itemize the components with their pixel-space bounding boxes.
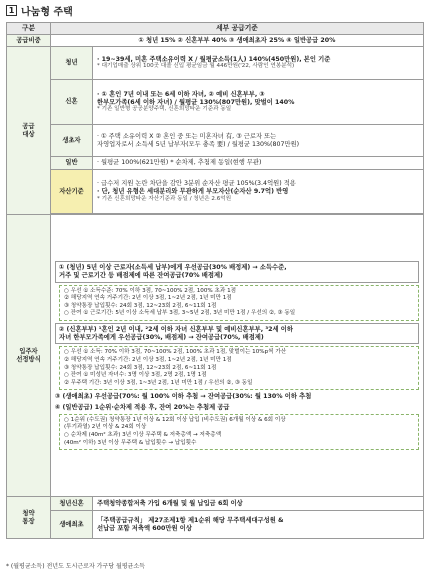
section-title: 나눔형 주택: [21, 7, 73, 18]
selection-method-content: [51, 215, 424, 497]
header-criteria: 세부 공급기준: [51, 23, 424, 35]
general-selection-details: ○ 1순위 (수도권) 청약통장 1년 이상 & 12회 이상 납입 (비수도권) 6개월 이상 & 6회 이상 (투기과열) 2년 이상 & 24회 이상 ○ 순차제 (40m² 초과) 3년 이상 무주택 & 저축총액 → 저축총액 (40m² 이하) 3년 이상 무주택 & 납입횟수 → 납입횟수: [59, 414, 419, 450]
subscription-account-label: 청약 통장: [7, 497, 51, 539]
first-time-label: 생초자: [51, 125, 93, 157]
newlywed-selection-box: ② (신혼부부) ¹혼인 2년 이내, ²2세 이하 자녀 신혼부부 및 예비신혼부부, ³2세 이하 자녀 한부모가족에게 우선공급(30%, 배점제) → 잔여공급(70%, 배점제): [55, 323, 419, 345]
youth-selection-box: ① (청년) 5년 이상 근로자(소득세 납부)에게 우선공급(30% 배정제) → 소득수준, 거주 및 근로기간 등 배점제에 따른 잔여공급(70% 배점제): [55, 261, 419, 283]
supply-ratio-text: ① 청년 15% ② 신혼부부 40% ③ 생애최초자 25% ④ 일반공급 20%: [51, 35, 424, 47]
supply-ratio-label: 공급비중: [7, 35, 51, 47]
asset-criteria: · 급수저 지원 논란 차단을 감안 3분위 순자산 평균 105%(3.4억원) 적용 · 단, 청년 유형은 세대분리와 무관하게 부모자산(순자산 9.7억) 반영 * 기존 신혼희망타운 자산기준과 동일 / 청년은 2.6억원: [93, 170, 424, 214]
first-time-sub-label: 생애최초: [51, 511, 93, 539]
first-time-sub-criteria: 「주택공급규칙」 제27조제1항 제1순위 해당 무주택세대구성원 & 선납금 포함 저축액 600만원 이상: [93, 511, 424, 539]
header-category: 구분: [7, 23, 51, 35]
youth-selection-details: ○ 우선 ① 소득수준: 70% 이하 3점, 70~100% 2점, 100% 초과 1점 ② 해당지역 연속 거주기간: 2년 이상 3점, 1~2년 2점, 1년 미만 1점 ③ 청약통장 납입횟수: 24회 3점, 12~23회 2점, 6~11회 1점 ○ 잔여 ① 근로기간: 5년 이상 소득세 납부 3점, 3~5년 2점, 3년 미만 1점 / 우선의 ②, ③ 동일: [59, 285, 419, 321]
first-time-selection: ③ (생애최초) 우선공급(70%: 월 100% 이하 추첨 → 잔여공급(30%: 월 130% 이하 추첨: [55, 393, 312, 401]
youth-newlywed-label: 청년신혼: [51, 497, 93, 511]
general-selection: ④ (일반공급) 1순위·순차제 적용 후, 잔여 20%는 추첨제 공급: [55, 404, 230, 412]
youth-label: 청년: [51, 47, 93, 80]
first-time-criteria: · ① 주택 소유이력 X ② 혼인 중 또는 미혼자녀 有, ③ 근로자 또는 자영업자로서 소득세 5년 납부자(모두 충족 要) / 월평균 130%(807만원): [93, 125, 424, 157]
footnote: * (월평균소득) 전년도 도시근로자 가구당 월평균소득: [6, 563, 145, 570]
youth-criteria: · 19~39세, 미혼 주택소유이력 X / 월평균소득(1人) 140%(450만원), 본인 기준 * 대기업매출 상위 100곳 대졸 신입 평균임금 월 446만원('22, 사람인 연봉분석): [93, 47, 424, 80]
youth-newlywed-criteria: 주택청약종합저축 가입 6개월 및 월 납입금 6회 이상: [93, 497, 424, 511]
newlywed-criteria: · ① 혼인 7년 이내 또는 6세 이하 자녀, ② 예비 신혼부부, ③ 한부모가족(6세 이하 자녀) / 월평균 130%(807만원), 맞벌이 140% * 기존 일반형 공공분양주택, 신혼희망타운 기준과 동일: [93, 80, 424, 125]
newlywed-selection-details: ○ 우선 ① 소득: 70% 이하 3점, 70~100% 2점, 100% 초과 1점, 맞벌이는 10%p씩 가산 ② 해당지역 연속 거주기간: 2년 이상 3점, 1~2년 2점, 1년 미만 1점 ③ 청약통장 납입횟수: 24회 3점, 12~23회 2점, 6~11회 1점 ○ 잔여 ① 미성년 자녀수: 3명 이상 3점, 2명 2점, 1명 1점 ② 무주택 기간: 3년 이상 3점, 1~3년 2점, 1년 미만 1점 / 우선의 ②, ③ 동일: [59, 346, 419, 390]
section-number-box: 1: [6, 5, 17, 16]
general-label: 일반: [51, 157, 93, 170]
section-heading: [6, 3, 73, 18]
housing-criteria-table: [6, 22, 424, 539]
selection-method-label: 입주자 선정방식: [7, 215, 51, 497]
asset-label: 자산기준: [51, 170, 93, 214]
supply-target-label: 공급 대상: [7, 47, 51, 215]
newlywed-label: 신혼: [51, 80, 93, 125]
general-criteria: · 월평균 100%(621만원) * 순차제, 추첨제 동일(현행 무관): [93, 157, 424, 170]
